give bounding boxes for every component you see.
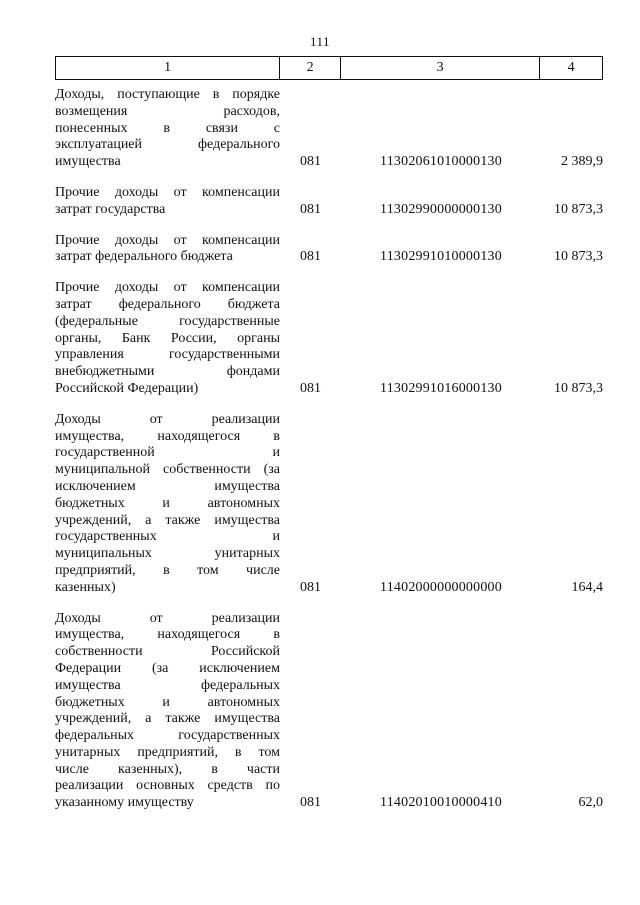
description-line: эксплуатацией федерального	[55, 137, 280, 153]
description-line: муниципальных унитарных	[55, 546, 280, 562]
description-line: бюджетных и автономных	[55, 495, 280, 511]
row-budget-code: 11302991016000130	[380, 380, 502, 396]
description-line: указанному имуществу	[55, 795, 194, 811]
description-line: затрат федерального бюджета	[55, 296, 280, 312]
header-col-3: 3	[341, 57, 540, 79]
row-amount: 10 873,3	[554, 380, 603, 396]
row-chapter-code: 081	[300, 380, 321, 396]
row-chapter-code: 081	[300, 154, 321, 170]
row-description	[55, 185, 280, 219]
row-amount: 10 873,3	[554, 201, 603, 217]
description-line: имущества федеральных	[55, 677, 280, 693]
header-col-4: 4	[567, 60, 575, 75]
description-line: имущества	[55, 154, 121, 170]
description-line: возмещения расходов,	[55, 103, 280, 119]
table-row	[55, 233, 615, 267]
description-line: государственной и	[55, 445, 280, 461]
row-amount: 10 873,3	[554, 249, 603, 265]
description-line: предприятий, в том числе	[55, 562, 280, 578]
row-description	[55, 611, 280, 813]
description-line: унитарных предприятий, в том	[55, 744, 280, 760]
row-chapter-code: 081	[300, 795, 321, 811]
row-budget-code: 11402000000000000	[380, 579, 502, 595]
description-line: Доходы от реализации	[55, 610, 280, 626]
row-amount: 164,4	[571, 579, 603, 595]
description-line: Федерации (за исключением	[55, 660, 280, 676]
description-line: внебюджетными фондами	[55, 364, 280, 380]
table-body	[55, 87, 615, 826]
description-line: (федеральные государственные	[55, 313, 280, 329]
description-line: федеральных государственных	[55, 728, 280, 744]
row-amount: 62,0	[578, 795, 603, 811]
row-amount: 2 389,9	[561, 154, 603, 170]
row-description	[55, 412, 280, 597]
description-line: понесенных в связи с	[55, 120, 280, 136]
row-chapter-code: 081	[300, 249, 321, 265]
table-row	[55, 611, 615, 813]
description-line: управления государственными	[55, 347, 280, 363]
row-budget-code: 11302991010000130	[380, 249, 502, 265]
description-line: числе казенных), в части	[55, 761, 280, 777]
description-line: муниципальной собственности (за	[55, 462, 280, 478]
description-line: собственности Российской	[55, 644, 280, 660]
description-line: Доходы, поступающие в порядке	[55, 87, 280, 102]
description-line: Прочие доходы от компенсации	[55, 280, 280, 296]
table-row	[55, 185, 615, 219]
description-line: учреждений, а также имущества	[55, 512, 280, 528]
description-line: имущества, находящегося в	[55, 428, 280, 444]
description-line: органы, Банк России, органы	[55, 330, 280, 346]
row-description	[55, 87, 280, 171]
row-budget-code: 11302061010000130	[380, 154, 502, 170]
row-description	[55, 233, 280, 267]
description-line: реализации основных средств по	[55, 778, 280, 794]
page-number: 111	[309, 34, 331, 49]
description-line: имущества, находящегося в	[55, 627, 280, 643]
row-budget-code: 11302990000000130	[380, 201, 502, 217]
description-line: Прочие доходы от компенсации	[55, 184, 280, 200]
description-line: затрат федерального бюджета	[55, 249, 233, 265]
table-row	[55, 280, 615, 398]
table-row	[55, 412, 615, 597]
description-line: Доходы от реализации	[55, 411, 280, 427]
table-row	[55, 87, 615, 171]
description-line: казенных)	[55, 579, 116, 595]
description-line: бюджетных и автономных	[55, 694, 280, 710]
header-col-1: 1	[56, 57, 280, 79]
description-line: государственных и	[55, 529, 280, 545]
row-chapter-code: 081	[300, 201, 321, 217]
header-col-2: 2	[280, 57, 341, 79]
row-chapter-code: 081	[300, 579, 321, 595]
description-line: исключением имущества	[55, 478, 280, 494]
description-line: учреждений, а также имущества	[55, 711, 280, 727]
table-header	[55, 56, 603, 80]
row-budget-code: 11402010010000410	[380, 795, 502, 811]
row-description	[55, 280, 280, 398]
description-line: Российской Федерации)	[55, 380, 199, 396]
description-line: Прочие доходы от компенсации	[55, 232, 280, 248]
description-line: затрат государства	[55, 201, 166, 217]
